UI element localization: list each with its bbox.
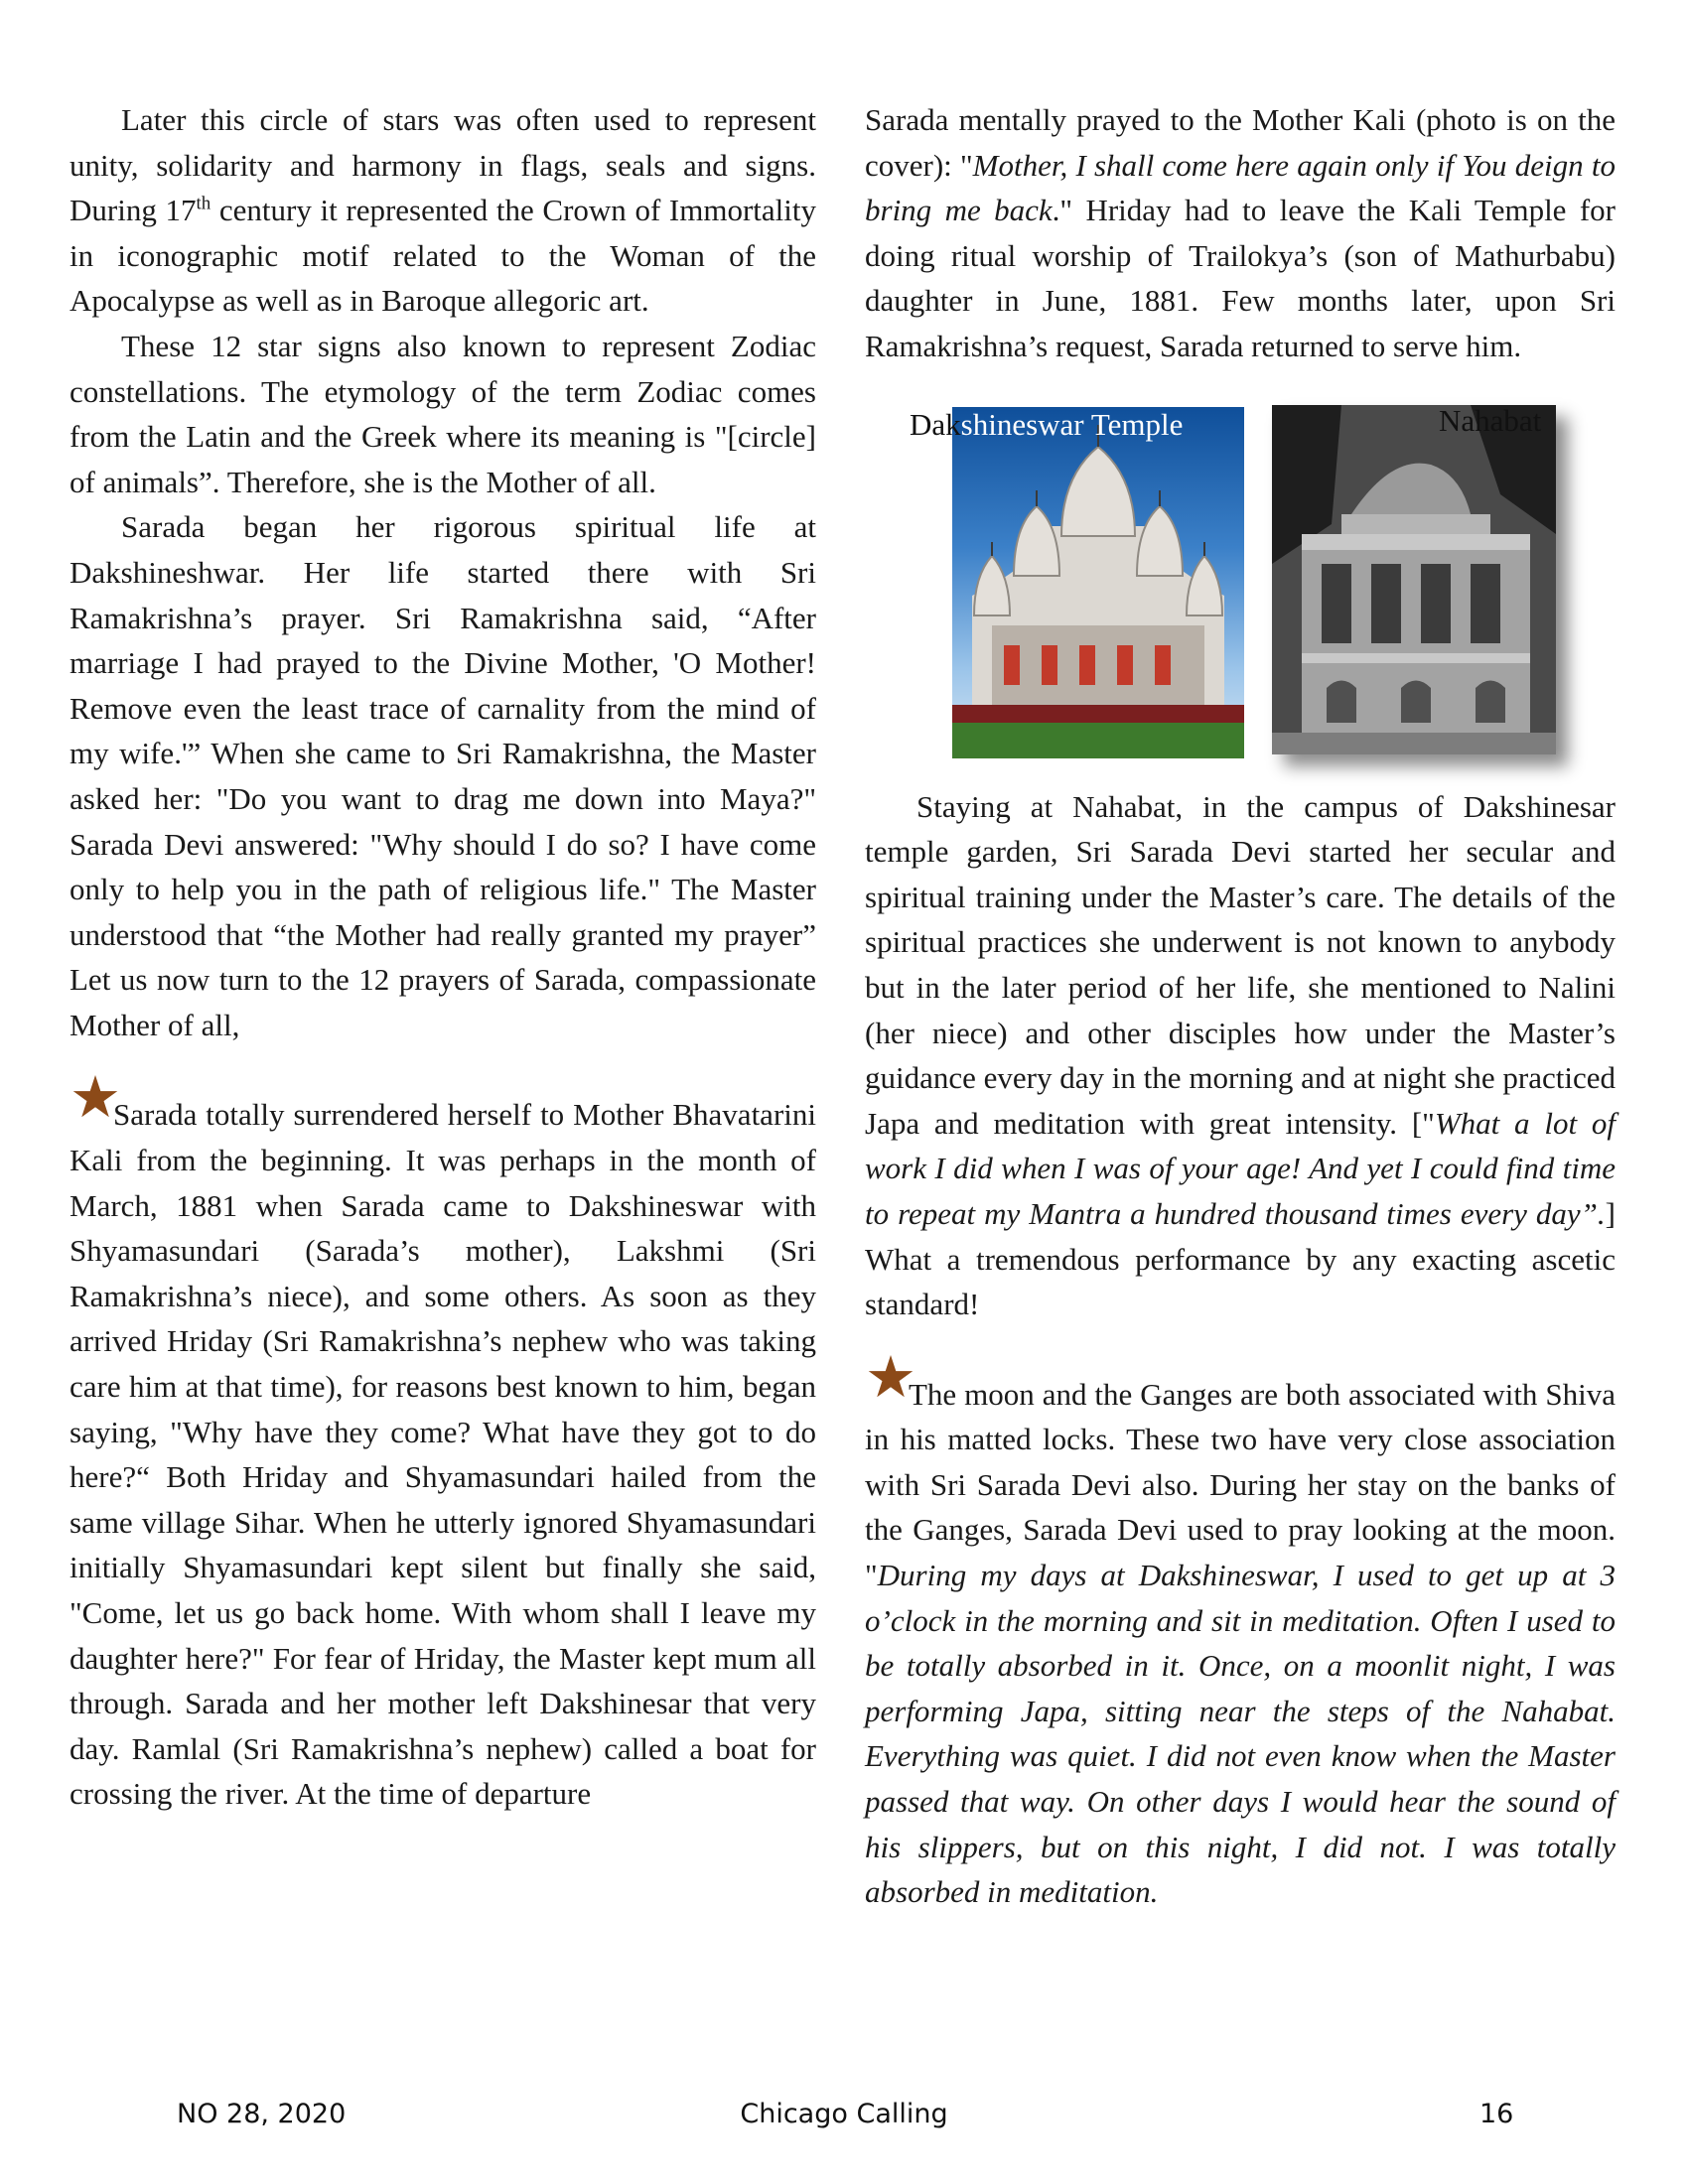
paragraph-prayer-kali <box>865 97 1616 369</box>
nahabat-photo <box>1272 402 1556 754</box>
paragraph-moon-ganges <box>865 1344 1616 1915</box>
text: Sarada totally surrendered herself to Mother Bhavatarini Kali from the beginning. It was perhaps in the month of March, 1881 when Sarada came to Dakshineswar with Shyamasundari (Sarada’s mother), Lakshmi (Sri Ramakrishna’s niece), and some others. As soon as they arrived Hriday (Sri Ramakrishna’s nephew who was taking care him at that time), for reasons best known to him, began saying, "Why have they come? What have they got to do here?“ Both Hriday and Shyamasundari hailed from the same village Sihar. When he utterly ignored Shyamasundari initially Shyamasundari kept silent but finally she said, "Come, let us go back home. With whom shall I leave my daughter here?" For fear of Hriday, the Master kept mum all through. Sarada and her mother left Dakshinesar that very day. Ramlal (Sri Ramakrishna’s nephew) called a boat for crossing the river. At the time of departure <box>70 1097 816 1812</box>
page-number: 16 <box>1479 2099 1514 2129</box>
page-footer <box>0 2099 1688 2138</box>
paragraph-spiritual-life: Sarada began her rigorous spiritual life at Dakshineshwar. Her life started there with Sri Ramakrishna’s prayer. Sri Ramakrishna said, “After marriage I had prayed to the Divine Mother, 'O Mother! Remove even the least trace of carnality from the mind of my wife.'” When she came to Sri Ramakrishna, the Master asked her: "Do you want to drag me down into Maya?" Sarada Devi answered: "Why should I do so? I have come only to help you in the path of religious life." The Master understood that “the Mother had really granted my prayer” Let us now turn to the 12 prayers of Sarada, compassionate Mother of all, <box>70 509 816 1042</box>
text: Later this circle of stars was often used to represent unity, solidarity and harmony in flags, seals and signs. During 17 <box>70 102 816 228</box>
text: century it represented the Crown of Immortality in iconographic motif related to the Woman of the Apocalypse as well as in Baroque allegoric art. <box>70 193 816 319</box>
right-column <box>865 97 1616 1915</box>
quote: What a lot of work I did when I was of your age! And yet I could find time to repeat my Mantra a hundred thousand times every day”. <box>865 1105 1616 1231</box>
text: Staying at Nahabat, in the campus of Dakshinesar temple garden, Sri Sarada Devi started her secular and spiritual training under the Master’s care. The details of the spiritual practices she underwent is not known to anybody but in the later period of her life, she mentioned to Nalini (her niece) and other disciples how under the Master’s guidance every day in the morning and at night she practiced Japa and meditation with great intensity. [" <box>865 788 1616 1141</box>
text: ." Hriday had to leave the Kali Temple for doing ritual worship of Trailokya’s (son of Mathurbabu) daughter in June, 1881. Few months later, upon Sri Ramakrishna’s request, Sarada returned to serve him. <box>865 193 1616 363</box>
text: shineswar Temple <box>960 406 1184 442</box>
paragraph-zodiac: These 12 star signs also known to represent Zodiac constellations. The etymology of the term Zodiac comes from the Latin and the Greek where its meaning is "[circle] of animals”. Therefore, she is the Mother of all. <box>70 328 816 499</box>
paragraph-stars-unity <box>70 97 816 324</box>
paragraph-nahabat <box>865 784 1616 1327</box>
issue-date: NO 28, 2020 <box>177 2099 347 2129</box>
publication-title: Chicago Calling <box>740 2099 948 2129</box>
star-icon: ★ <box>70 1065 121 1131</box>
quote: Mother, I shall come here again only if You deign to bring me back <box>865 147 1616 228</box>
caption-nahabat: Nahabat <box>1439 402 1542 438</box>
superscript: th <box>196 193 211 214</box>
paragraph-surrender <box>70 1065 816 1817</box>
dakshineswar-temple-photo <box>952 407 1244 758</box>
text: ] What a tremendous performance by any exacting ascetic standard! <box>865 1195 1616 1322</box>
text: Sarada mentally prayed to the Mother Kali (photo is on the cover): " <box>865 102 1616 183</box>
text: Dak <box>910 406 961 442</box>
caption-dakshineswar-temple <box>910 407 1183 443</box>
quote: During my days at Dakshineswar, I used to get up at 3 o’clock in the morning and sit in meditation. Often I used to be totally absorbed in it. Once, on a moonlit night, I was performing Japa, sitting near the steps of the Nahabat. Everything was quiet. I did not even know when the Master passed that way. On other days I would hear the sound of his slippers, but on this night, I did not. I was totally absorbed in meditation. <box>865 1558 1616 1910</box>
left-column <box>70 97 816 1817</box>
star-icon: ★ <box>865 1344 916 1410</box>
text: The moon and the Ganges are both associated with Shiva in his matted locks. These two have very close association with Sri Sarada Devi also. During her stay on the banks of the Ganges, Sarada Devi used to pray looking at the moon. " <box>865 1376 1616 1593</box>
nahabat-illustration <box>1272 402 1556 754</box>
photo-row <box>865 383 1616 766</box>
temple-illustration <box>952 407 1244 758</box>
